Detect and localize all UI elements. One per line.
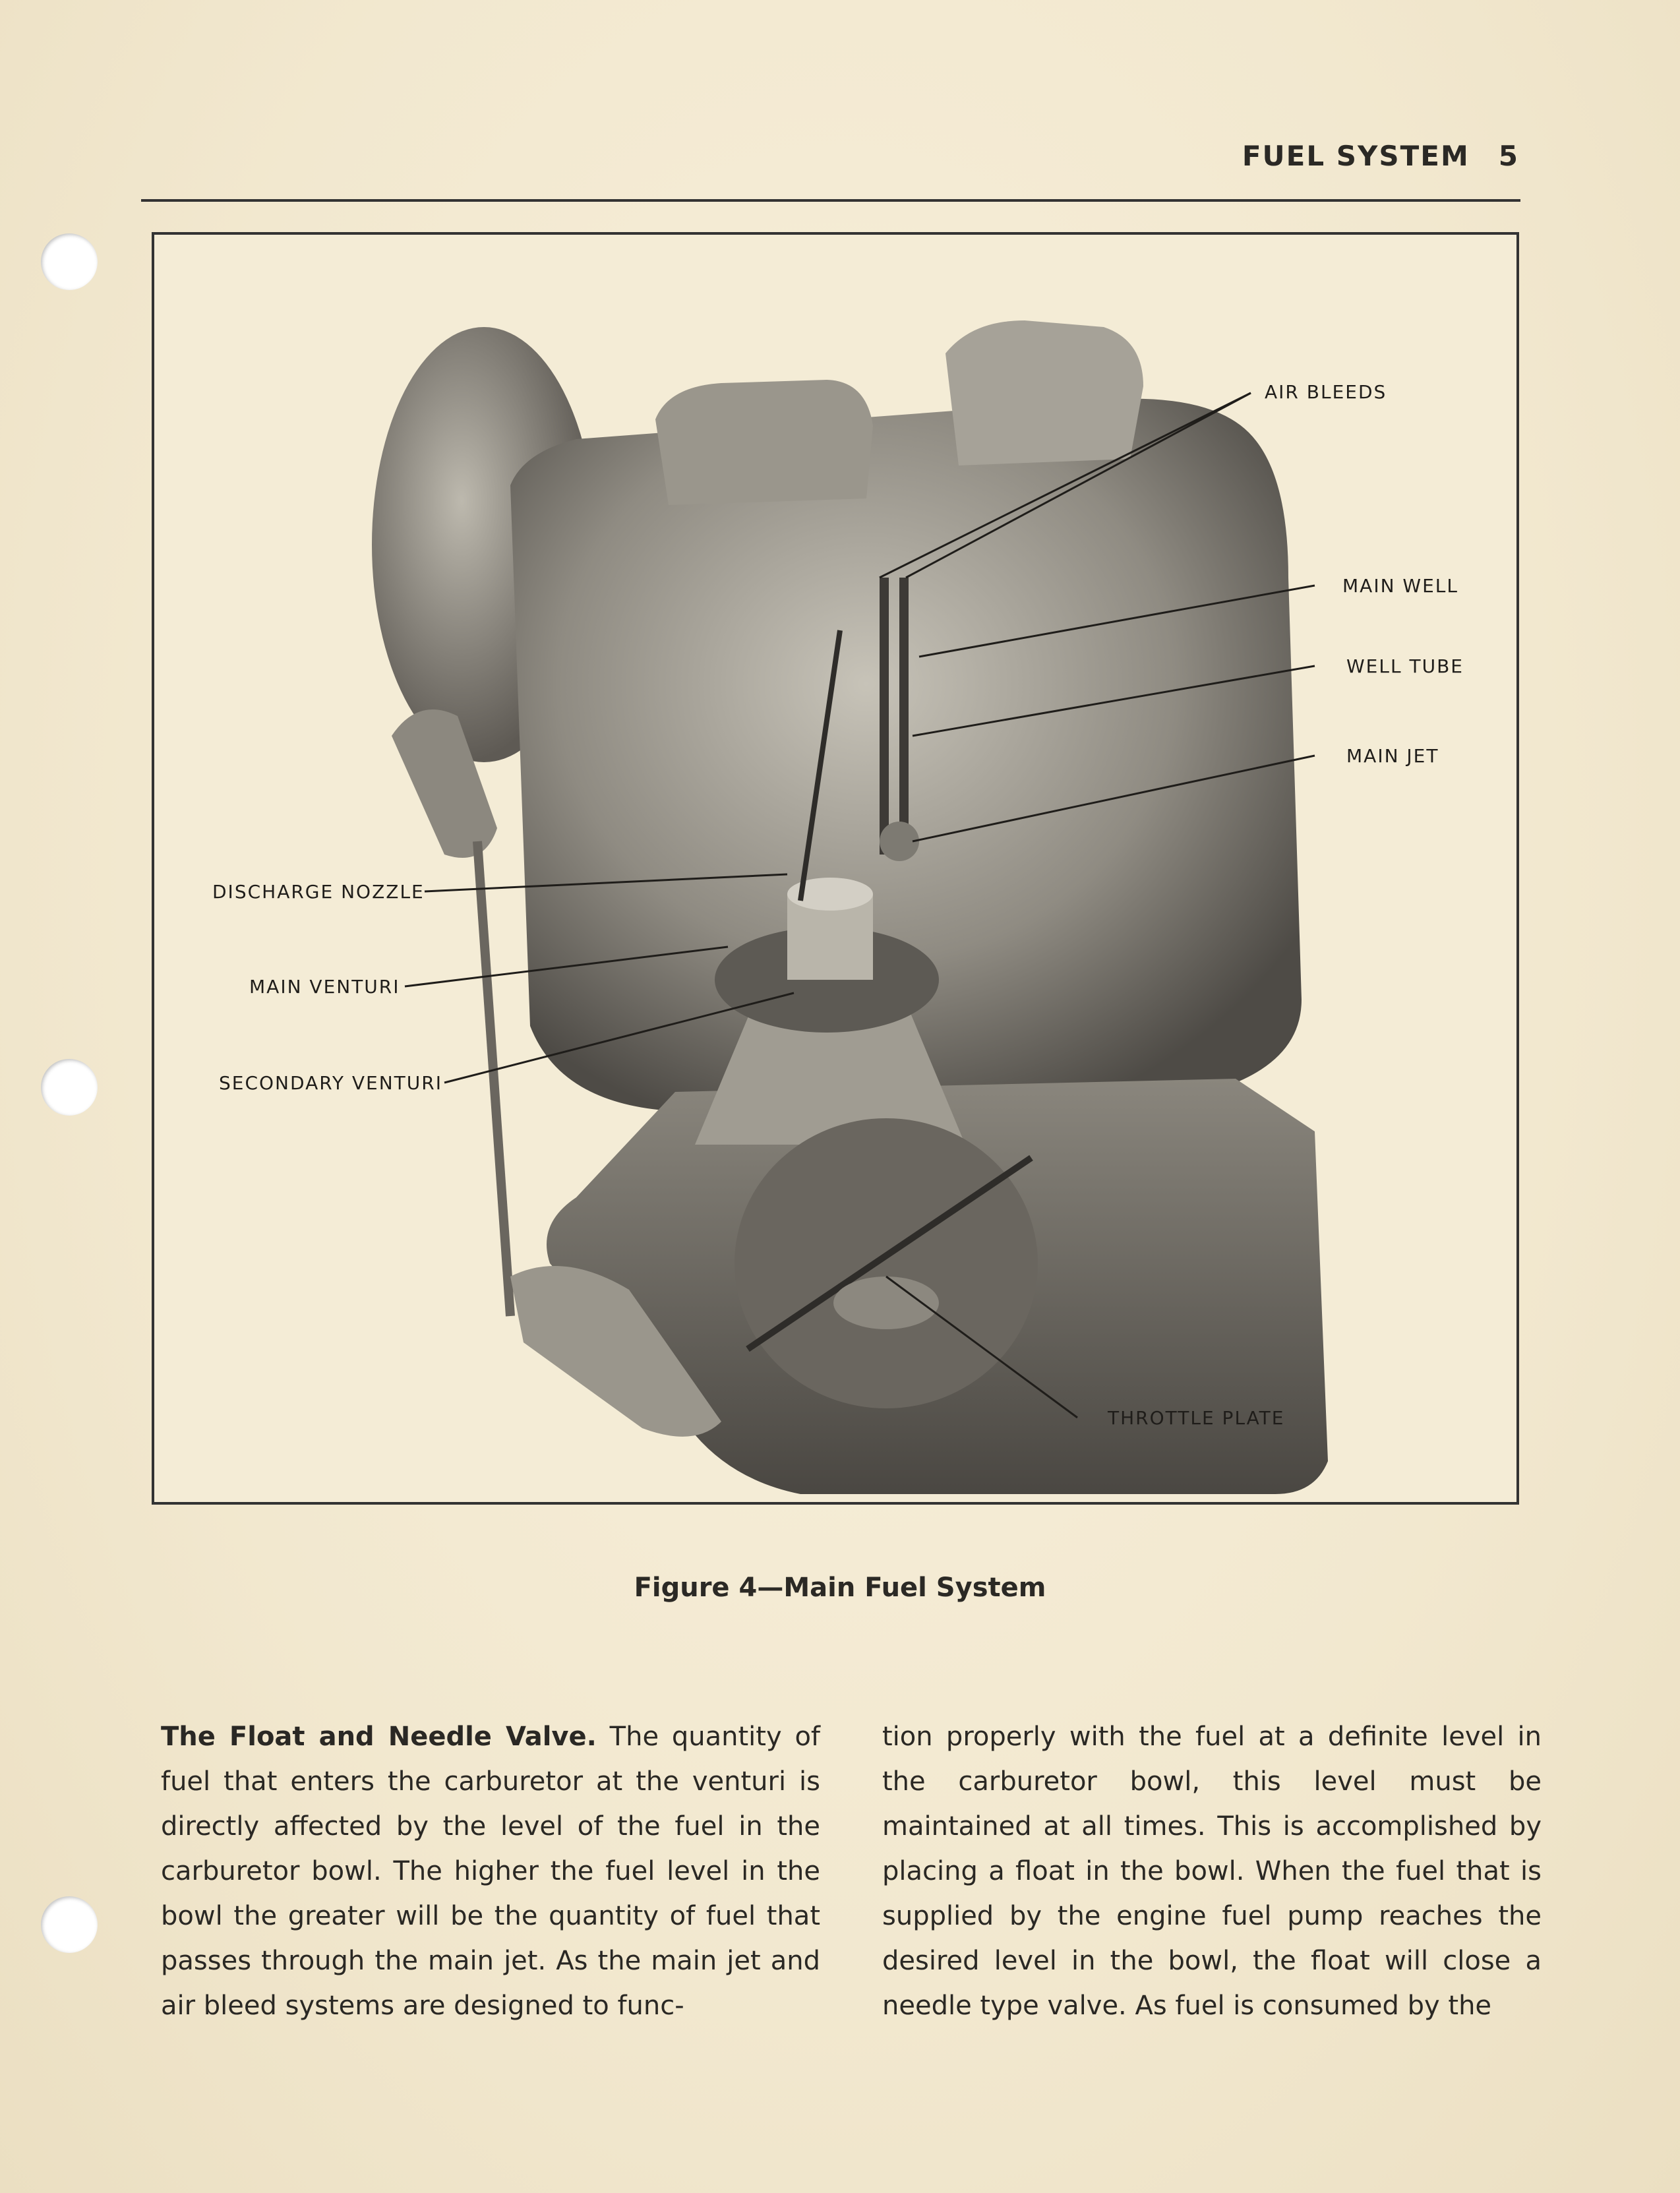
punch-hole-middle bbox=[41, 1059, 98, 1116]
label-main-jet: MAIN JET bbox=[1346, 745, 1439, 767]
paragraph-text-right: tion properly with the fuel at a definite level in the carburetor bowl, this level must be maintained at all times. This is accomplished by placing a float in the bowl. When the fuel that is supplied by the engine fuel pump reaches the desired level in the bowl, the float will close a needle type valve. As fuel is consumed by the bbox=[882, 1722, 1542, 2021]
label-main-well: MAIN WELL bbox=[1342, 575, 1458, 597]
label-main-venturi: MAIN VENTURI bbox=[249, 976, 400, 998]
body-column-left bbox=[161, 1714, 820, 2028]
label-throttle-plate: THROTTLE PLATE bbox=[1108, 1407, 1285, 1429]
paragraph-lead: The Float and Needle Valve. bbox=[161, 1722, 597, 1752]
label-discharge-nozzle: DISCHARGE NOZZLE bbox=[212, 881, 425, 903]
header-rule bbox=[141, 199, 1520, 202]
paragraph-text-left: The quantity of fuel that enters the carburetor at the venturi is directly affected by the level of the fuel in the carburetor bowl. The higher the fuel level in the bowl the greater will be the quantity of fuel that passes through the main jet. As the main jet and air bleed systems are designed to func- bbox=[161, 1722, 821, 2021]
label-secondary-venturi: SECONDARY VENTURI bbox=[219, 1072, 442, 1094]
punch-hole-bottom bbox=[41, 1896, 98, 1953]
section-title: FUEL SYSTEM bbox=[1242, 140, 1470, 172]
label-air-bleeds: AIR BLEEDS bbox=[1265, 381, 1387, 403]
figure-frame bbox=[152, 232, 1519, 1505]
carburetor-illustration bbox=[154, 235, 1516, 1502]
label-well-tube: WELL TUBE bbox=[1346, 655, 1464, 677]
figure-caption: Figure 4—Main Fuel System bbox=[634, 1573, 1046, 1603]
punch-hole-top bbox=[41, 233, 98, 290]
running-header bbox=[1242, 140, 1519, 172]
page-number: 5 bbox=[1498, 140, 1519, 172]
body-column-right bbox=[882, 1714, 1542, 2028]
